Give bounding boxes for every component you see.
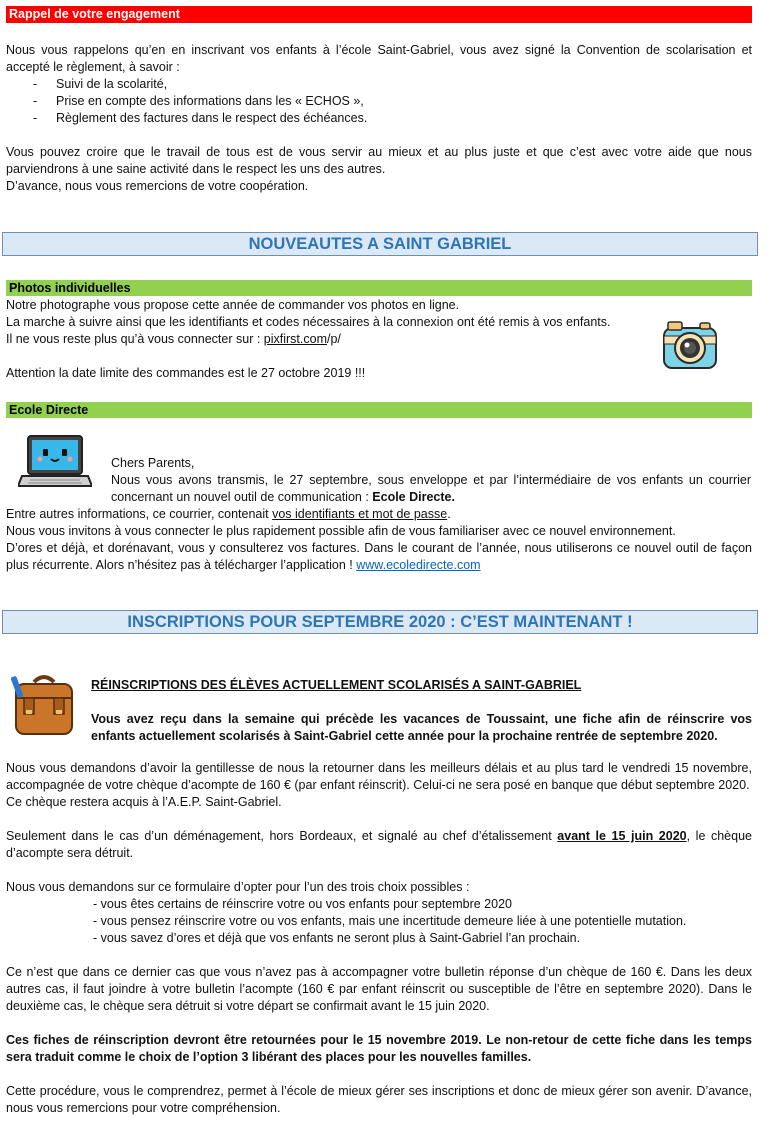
schoolbag-icon xyxy=(8,668,80,740)
ecole-line2-end: . xyxy=(447,507,451,521)
rappel-item: - Suivi de la scolarité, xyxy=(6,76,752,93)
rappel-para3: D’avance, nous vous remercions de votre coopération. xyxy=(6,179,309,193)
rappel-header: Rappel de votre engagement xyxy=(6,6,752,23)
inscriptions-para2-end: , le chèque d’acompte sera détruit. xyxy=(6,829,752,860)
ecole-line2-text: Entre autres informations, ce courrier, contenait xyxy=(6,507,273,521)
ecole-greeting: Chers Parents, xyxy=(111,456,195,470)
photos-link-rest: /p/ xyxy=(326,332,341,346)
inscriptions-para2-text: Seulement dans le cas d’un déménagement, hors Bordeaux, et signalé au chef d’étalissement xyxy=(6,829,558,843)
rappel-intro: Nous vous rappelons qu’en en inscrivant vos enfants à l’école Saint-Gabriel, vous avez signé la Convention de scolarisation et accepté le règlement, à savoir : xyxy=(6,43,752,74)
inscriptions-para1: Nous vous demandons d’avoir la gentillesse de nous la retourner dans les meilleurs délais et au plus tard le vendredi 15 novembre, accompagnée de votre chèque d’acompte de 160 € (par enfant réinscrit). Celui-ci ne sera posé en banque que début septembre 2020. xyxy=(6,761,752,792)
ecole-para4-text: D’ores et déjà, et dorénavant, vous y consulterez vos factures. Dans le courant de l’année, nous utiliserons ce nouvel outil de façon plus récurrente. Alors n’hésitez pas à télécharger l’application ! xyxy=(6,541,752,572)
inscriptions-banner: INSCRIPTIONS POUR SEPTEMBRE 2020 : C’EST MAINTENANT ! xyxy=(2,610,758,634)
inscriptions-para4: Ce n’est que dans ce dernier cas que vous n’avez pas à accompagner votre bulletin réponse d’un chèque de 160 €. Dans les deux autres cas, il faut joindre à votre bulletin l’acompte (160 € par enfant réinscrit ou susceptible de l’être en septembre 2020). Dans le deuxième cas, le chèque sera détruit si votre départ se confirmait avant le 15 juin 2020. xyxy=(6,965,752,1013)
ecole-line2 xyxy=(6,506,752,523)
ecole-line3: Nous vous invitons à vous connecter le plus rapidement possible afin de vous familiariser avec ce nouvel environnement. xyxy=(6,524,676,538)
photos-deadline: Attention la date limite des commandes est le 27 octobre 2019 !!! xyxy=(6,366,366,380)
reinscription-intro: Vous avez reçu dans la semaine qui précède les vacances de Toussaint, une fiche afin de réinscrire vos enfants actuellement scolarisés à Saint-Gabriel cette année pour la prochaine rentrée de septembre 2020. xyxy=(91,712,752,743)
rappel-section xyxy=(6,42,752,195)
reinscription-block xyxy=(91,677,752,745)
camera-icon xyxy=(660,314,720,374)
rappel-item: - Prise en compte des informations dans les « ECHOS », xyxy=(6,93,752,110)
laptop-icon xyxy=(18,434,92,492)
inscriptions-section xyxy=(6,760,752,1117)
inscriptions-para3: Nous vous demandons sur ce formulaire d’opter pour l’un des trois choix possibles : xyxy=(6,880,470,894)
inscriptions-para6: Cette procédure, vous le comprendrez, permet à l’école de mieux gérer ses inscriptions et donc de mieux gérer son avenir. D’avance, nous vous remercions pour votre compréhension. xyxy=(6,1084,752,1115)
inscriptions-para2 xyxy=(6,828,752,862)
ecole-header: Ecole Directe xyxy=(6,402,752,418)
ecole-para1-text: Nous vous avons transmis, le 27 septembre, sous enveloppe et par l’intermédiaire de vos enfants un courrier concernant un nouvel outil de communication : xyxy=(111,473,751,504)
option-item: - vous êtes certains de réinscrire votre ou vos enfants pour septembre 2020 xyxy=(6,896,752,913)
options-list xyxy=(6,896,752,947)
ecole-para1 xyxy=(111,472,751,506)
pixfirst-link[interactable]: pixfirst.com xyxy=(263,332,327,346)
photos-section xyxy=(6,297,646,382)
option-item: - vous savez d’ores et déjà que vos enfants ne seront plus à Saint-Gabriel l’an prochain. xyxy=(6,930,752,947)
photos-line3-text: Il ne vous reste plus qu’à vous connecter sur : xyxy=(6,332,264,346)
deadline-date: avant le 15 juin 2020 xyxy=(557,829,687,843)
ecole-directe-name: Ecole Directe. xyxy=(372,490,455,504)
ecole-letter xyxy=(111,455,751,506)
photos-line1: Notre photographe vous propose cette année de commander vos photos en ligne. xyxy=(6,298,460,312)
photos-header: Photos individuelles xyxy=(6,280,752,296)
rappel-item: - Règlement des factures dans le respect des échéances. xyxy=(6,110,752,127)
inscriptions-para1b: Ce chèque restera acquis à l’A.E.P. Saint-Gabriel. xyxy=(6,795,282,809)
photos-line3 xyxy=(6,331,646,348)
reinscription-subtitle: RÉINSCRIPTIONS DES ÉLÈVES ACTUELLEMENT SCOLARISÉS A SAINT-GABRIEL xyxy=(91,678,582,692)
ecole-section xyxy=(6,506,752,574)
inscriptions-para5: Ces fiches de réinscription devront être retournées pour le 15 novembre 2019. Le non-retour de cette fiche dans les temps sera traduit comme le choix de l’option 3 libérant des places pour les nouvelles familles. xyxy=(6,1033,752,1064)
nouveautes-banner: NOUVEAUTES A SAINT GABRIEL xyxy=(2,232,758,256)
photos-line2: La marche à suivre ainsi que les identifiants et codes nécessaires à la connexion ont été remis à vos enfants. xyxy=(6,315,611,329)
ecoledirecte-link[interactable]: www.ecoledirecte.com xyxy=(356,558,481,572)
ecole-credentials: vos identifiants et mot de passe xyxy=(272,507,448,521)
rappel-para2: Vous pouvez croire que le travail de tous est de vous servir au mieux et au plus juste et que c’est avec votre aide que nous parviendrons à une saine activité dans le respect les uns des autres. xyxy=(6,145,752,176)
ecole-para4 xyxy=(6,540,752,574)
rappel-list xyxy=(6,76,752,127)
option-item: - vous pensez réinscrire votre ou vos enfants, mais une incertitude demeure liée à une potentielle mutation. xyxy=(6,913,752,930)
